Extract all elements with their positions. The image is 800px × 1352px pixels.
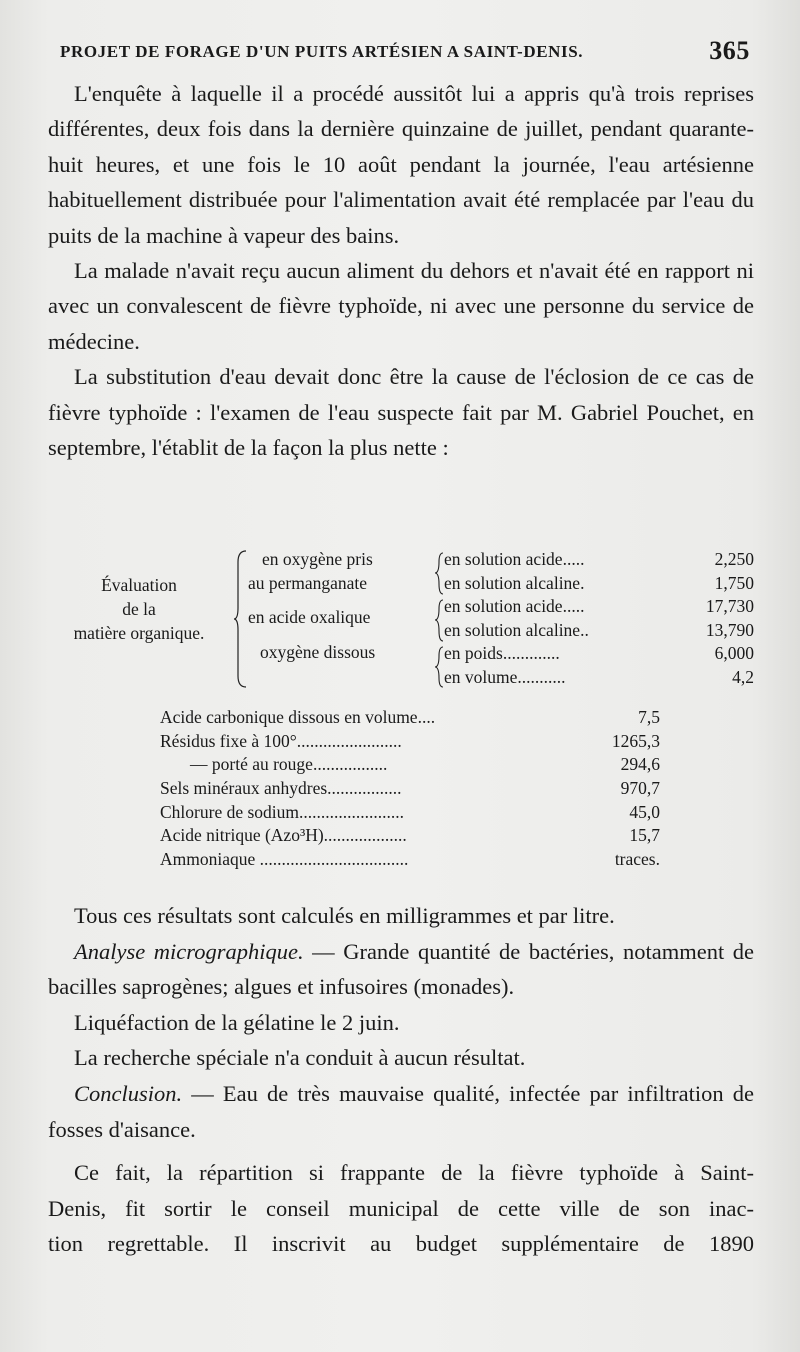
- paragraph-micrographic: Analyse micrographique. — Grande quantité de bactéries, notamment de bacilles saprogènes; algues et infusoires (monades).: [48, 938, 754, 1000]
- paragraph-conclusion: Conclusion. — Eau de très mauvaise qualité, infectée par infiltration de fosses d'aisance.: [48, 1080, 754, 1142]
- paragraph-gelatin: Liquéfaction de la gélatine le 2 juin.: [74, 1009, 400, 1035]
- constituents-table: [160, 706, 660, 872]
- table-row: Chlorure de sodium........................ 45,0: [160, 801, 660, 822]
- table-row: Sels minéraux anhydres................. 970,7: [160, 778, 660, 799]
- micrographic-heading: Analyse micrographique.: [74, 938, 304, 964]
- paragraph-results: Tous ces résultats sont calculés en milligrammes et par litre.: [74, 903, 615, 928]
- method-oxalic: en acide oxalique: [248, 607, 371, 627]
- table-row: Résidus fixe à 100°........................ 1265,3: [160, 730, 660, 751]
- paragraph-final: Ce fait, la répartition si frappante de la fièvre typhoïde à Saint- Denis, fit sortir le conseil municipal de cette ville de son inac- tion regrettable. Il inscrivit au budget supplémentaire de 1890: [48, 1160, 754, 1257]
- method-dissolved-oxygen: oxygène dissous: [260, 641, 376, 662]
- table-row: — porté au rouge................. 294,6: [190, 754, 660, 775]
- organic-matter-label: Évaluation de la matière organique.: [73, 575, 205, 643]
- table-row: Acide nitrique (Azo³H)................... 15,7: [160, 825, 660, 846]
- running-title: PROJET DE FORAGE D'UN PUITS ARTÉSIEN A SAINT-DENIS.: [60, 42, 584, 61]
- table-row: en solution acide..... 17,730: [444, 596, 754, 616]
- left-brace: [234, 550, 248, 688]
- table-row: Acide carbonique dissous en volume.... 7,5: [160, 707, 660, 727]
- running-head: [60, 36, 750, 70]
- body-text-bottom: [48, 898, 754, 1262]
- table-row: en solution alcaline. 1,750: [444, 572, 754, 593]
- table-row: en volume........... 4,2: [444, 666, 754, 687]
- conclusion-heading: Conclusion.: [74, 1080, 183, 1106]
- method-permanganate-2: au permanganate: [248, 572, 368, 593]
- paragraph-search: La recherche spéciale n'a conduit à aucun résultat.: [74, 1045, 526, 1071]
- method-column: [248, 548, 448, 662]
- organic-matter-table: [48, 548, 754, 688]
- paragraph-substitution: La substitution d'eau devait donc être la cause de l'éclosion de ce cas de fièvre typhoïde : l'examen de l'eau suspecte fait par M. Gabriel Pouchet, en septembre, l'établit de la façon la plus nette :: [48, 364, 754, 461]
- table-row: en poids............. 6,000: [444, 643, 754, 663]
- solution-column: [444, 548, 754, 689]
- paragraph-enquete: L'enquête à laquelle il a procédé aussitôt lui a appris qu'à trois reprises différentes, deux fois dans la dernière quinzaine de juillet, pendant quarante-huit heures, et une fois le 10 août pendant la journée, l'eau artésienne habituellement distribuée pour l'alimentation avait été remplacée par l'eau du puits de la machine à vapeur des bains.: [48, 81, 754, 248]
- method-permanganate-1: en oxygène pris: [262, 549, 373, 569]
- table-row: Ammoniaque .................................. traces.: [160, 849, 660, 870]
- page-number: 365: [709, 36, 750, 65]
- table-row: en solution acide..... 2,250: [444, 549, 754, 569]
- paragraph-malade: La malade n'avait reçu aucun aliment du dehors et n'avait été en rapport ni avec un convalescent de fièvre typhoïde, ni avec une personne du service de médecine.: [48, 258, 754, 354]
- body-text-top: [48, 76, 754, 465]
- table-row: en solution alcaline.. 13,790: [444, 619, 754, 640]
